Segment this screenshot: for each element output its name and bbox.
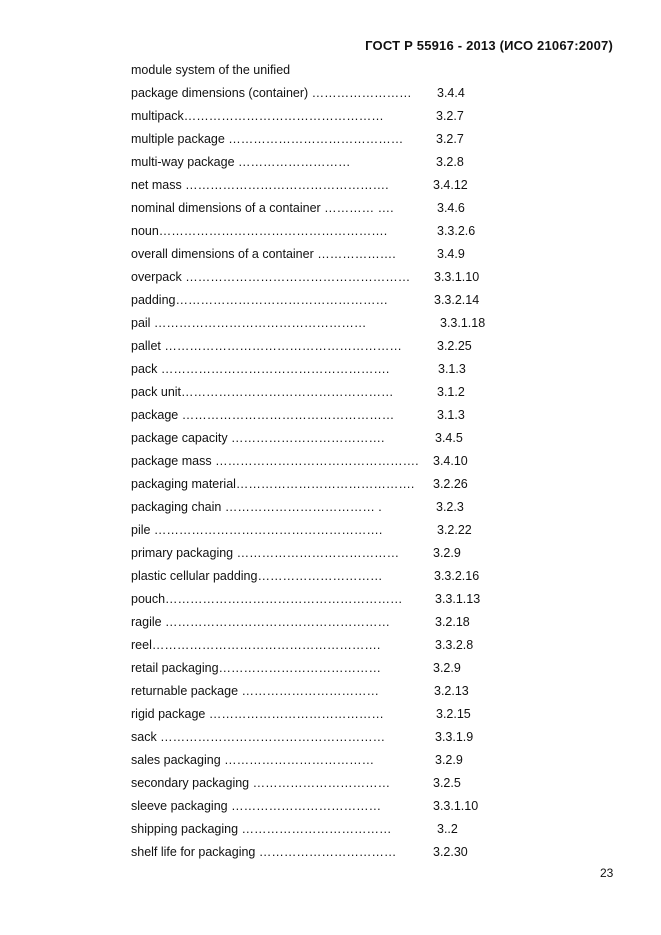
index-term: pile ………………………………………………. [131,523,383,537]
index-entry [131,453,511,476]
index-reference: 3.3.2.8 [435,638,474,652]
index-entry [131,660,511,683]
page-number: 23 [600,866,614,880]
index-entry [131,729,511,752]
index-entry [131,200,511,223]
index-term: multipack………………………………………… [131,109,384,123]
index-reference: 3.3.1.10 [433,799,479,813]
index-reference: 3.3.2.14 [434,293,480,307]
index-reference: 3.2.9 [435,753,463,767]
index-reference: 3.4.12 [433,178,468,192]
index-term: pack unit…………………………………………… [131,385,394,399]
index-entry [131,844,511,867]
index-term: rigid package …………………………………… [131,707,384,721]
document-header: ГОСТ Р 55916 - 2013 (ИСО 21067:2007) [365,38,613,53]
index-entry [131,315,511,338]
index-term: sales packaging ……………………………… [131,753,375,767]
index-reference: 3.2.15 [436,707,471,721]
index-entry [131,430,511,453]
index-entry [131,62,511,85]
index-term: module system of the unified [131,63,291,77]
index-entry [131,223,511,246]
index-reference: 3.2.8 [436,155,464,169]
index-entry [131,499,511,522]
index-reference: 3.2.7 [436,109,464,123]
index-reference: 3.4.4 [437,86,465,100]
index-reference: 3.3.2.16 [434,569,480,583]
index-term: retail packaging………………………………… [131,661,382,675]
alphabetical-index [131,62,511,867]
index-reference: 3.2.30 [433,845,468,859]
index-entry [131,384,511,407]
index-entry [131,338,511,361]
index-term: packaging material……………………………………. [131,477,415,491]
index-term: returnable package …………………………… [131,684,379,698]
index-reference: 3.1.3 [437,408,465,422]
index-term: reel………………………………………………. [131,638,381,652]
index-term: ragile ……………………………………………… [131,615,391,629]
index-term: secondary packaging …………………………… [131,776,391,790]
index-term: sleeve packaging ……………………………… [131,799,382,813]
index-reference: 3.3.1.9 [435,730,474,744]
index-entry [131,568,511,591]
index-term: net mass …………………………………………. [131,178,389,192]
index-entry [131,591,511,614]
index-reference: 3.3.1.10 [434,270,480,284]
index-term: overall dimensions of a container ………………. [131,247,396,261]
index-reference: 3.2.13 [434,684,469,698]
index-term: multiple package …………………………………… [131,132,404,146]
index-entry [131,361,511,384]
index-term: pallet ………………………………………………… [131,339,402,353]
index-term: pack ………………………………………………. [131,362,390,376]
index-reference: 3.2.7 [436,132,464,146]
index-reference: 3.4.10 [433,454,468,468]
index-reference: 3.3.1.18 [440,316,486,330]
index-reference: 3..2 [437,822,458,836]
index-entry [131,108,511,131]
index-reference: 3.3.2.6 [437,224,476,238]
index-term: noun………………………………………………. [131,224,388,238]
index-reference: 3.1.3 [438,362,466,376]
index-entry [131,798,511,821]
index-reference: 3.2.22 [437,523,472,537]
index-entry [131,545,511,568]
index-reference: 3.2.3 [436,500,464,514]
index-term: package …………………………………………… [131,408,395,422]
index-entry [131,407,511,430]
index-entry [131,775,511,798]
index-reference: 3.2.9 [433,661,461,675]
index-entry [131,752,511,775]
index-term: package dimensions (container) …………………… [131,86,412,100]
index-term: pail …………………………………………… [131,316,367,330]
index-term: shipping packaging ……………………………… [131,822,392,836]
index-reference: 3.4.6 [437,201,465,215]
index-term: shelf life for packaging …………………………… [131,845,397,859]
index-entry [131,246,511,269]
index-entry [131,706,511,729]
index-term: packaging chain ……………………………… . [131,500,382,514]
index-reference: 3.2.5 [433,776,461,790]
index-term: overpack ……………………………………………… [131,270,411,284]
index-reference: 3.4.9 [437,247,465,261]
index-entry [131,131,511,154]
index-entry [131,683,511,706]
index-reference: 3.4.5 [435,431,463,445]
index-reference: 3.2.18 [435,615,470,629]
index-entry [131,292,511,315]
index-term: plastic cellular padding………………………… [131,569,383,583]
index-entry [131,154,511,177]
index-entry [131,821,511,844]
index-entry [131,85,511,108]
index-term: package capacity ………………………………. [131,431,385,445]
index-entry [131,177,511,200]
index-reference: 3.2.25 [437,339,472,353]
index-term: nominal dimensions of a container ………… …. [131,201,394,215]
index-term: primary packaging ………………………………… [131,546,400,560]
index-term: pouch………………………………………………… [131,592,403,606]
index-reference: 3.1.2 [437,385,465,399]
index-entry [131,269,511,292]
index-reference: 3.3.1.13 [435,592,481,606]
index-reference: 3.2.26 [433,477,468,491]
index-term: sack ……………………………………………… [131,730,386,744]
index-entry [131,522,511,545]
index-term: multi-way package ……………………… [131,155,351,169]
index-entry [131,614,511,637]
index-entry [131,637,511,660]
index-term: padding…………………………………………… [131,293,388,307]
index-term: package mass …………………………………………. [131,454,419,468]
index-entry [131,476,511,499]
index-reference: 3.2.9 [433,546,461,560]
